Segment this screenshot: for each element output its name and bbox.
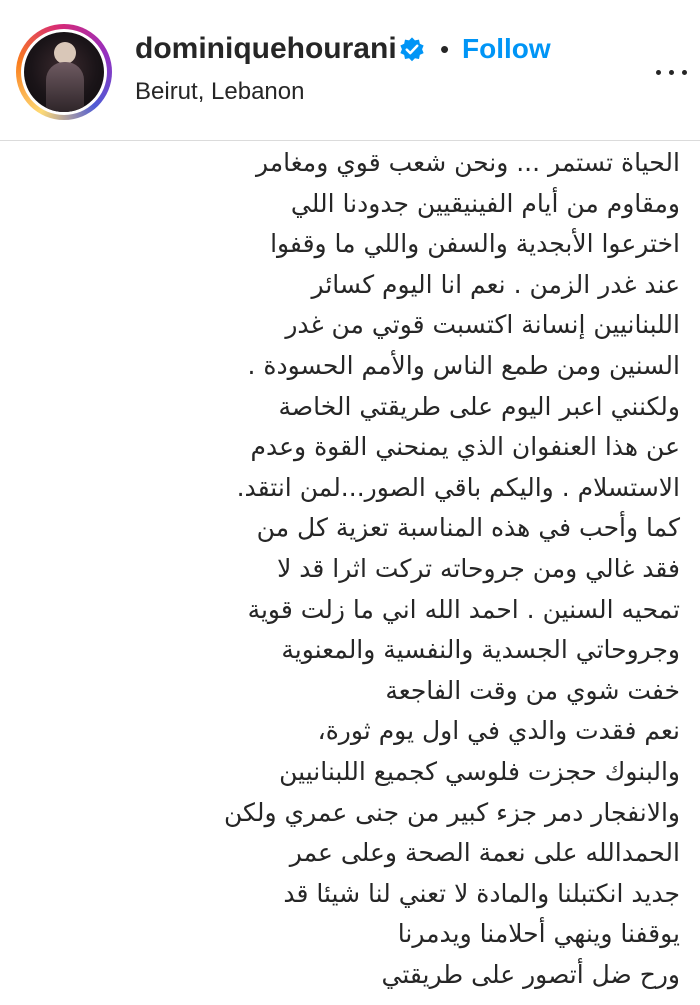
caption-line: والبنوك حجزت فلوسي كجميع اللبنانيين <box>279 756 680 786</box>
caption-line: الاستسلام . واليكم باقي الصور...لمن انتقد. <box>236 472 680 502</box>
caption-line: ولكنني اعبر اليوم على طريقتي الخاصة <box>278 391 680 421</box>
avatar-figure-head <box>54 42 76 64</box>
avatar[interactable] <box>21 29 107 115</box>
caption-line: كما وأحب في هذه المناسبة تعزية كل من <box>256 513 680 543</box>
verified-badge-icon <box>398 36 426 64</box>
username-link[interactable]: dominiquehourani <box>135 32 397 65</box>
caption-line: يوقفنا وينهي أحلامنا ويدمرنا <box>397 919 680 949</box>
more-dot <box>656 70 661 75</box>
follow-button[interactable]: Follow <box>462 33 551 64</box>
caption-line: نعم فقدت والدي في اول يوم ثورة، <box>317 716 680 746</box>
caption-line: فقد غالي ومن جروحاته تركت اثرا قد لا <box>277 553 680 583</box>
more-dot <box>669 70 674 75</box>
post-header <box>0 0 700 141</box>
more-dot <box>682 70 687 75</box>
caption-line: تمحيه السنين . احمد الله اني ما زلت قوية <box>247 594 680 624</box>
caption-line: اخترعوا الأبجدية والسفن واللي ما وقفوا <box>270 229 680 259</box>
caption-line: اللبنانيين إنسانة اكتسبت قوتي من غدر <box>285 310 680 340</box>
caption-line: الحياة تستمر ... ونحن شعب قوي ومغامر <box>255 148 680 177</box>
separator-dot: • <box>440 34 450 64</box>
location-link[interactable]: Beirut, Lebanon <box>135 78 305 105</box>
post-caption <box>120 143 680 995</box>
avatar-figure-body <box>46 62 84 112</box>
caption-line: خفت شوي من وقت الفاجعة <box>385 675 680 705</box>
caption-line: جديد انكتبلنا والمادة لا تعني لنا شيئا قد <box>283 878 680 908</box>
caption-line: السنين ومن طمع الناس والأمم الحسودة . <box>247 350 680 380</box>
caption-line: عن هذا العنفوان الذي يمنحني القوة وعدم <box>250 432 680 462</box>
caption-line: الحمدالله على نعمة الصحة وعلى عمر <box>289 838 680 868</box>
caption-line: عند غدر الزمن . نعم انا اليوم كسائر <box>311 269 680 299</box>
caption-line: ومقاوم من أيام الفينيقيين جدودنا اللي <box>290 188 680 218</box>
more-options-icon[interactable] <box>652 60 692 84</box>
avatar-photo <box>24 32 104 112</box>
caption-line: ورح ضل أتصور على طريقتي <box>381 959 680 989</box>
caption-line: وجروحاتي الجسدية والنفسية والمعنوية <box>281 635 680 665</box>
caption-line: والانفجار دمر جزء كبير من جنى عمري ولكن <box>224 797 680 827</box>
story-ring[interactable] <box>16 24 112 120</box>
